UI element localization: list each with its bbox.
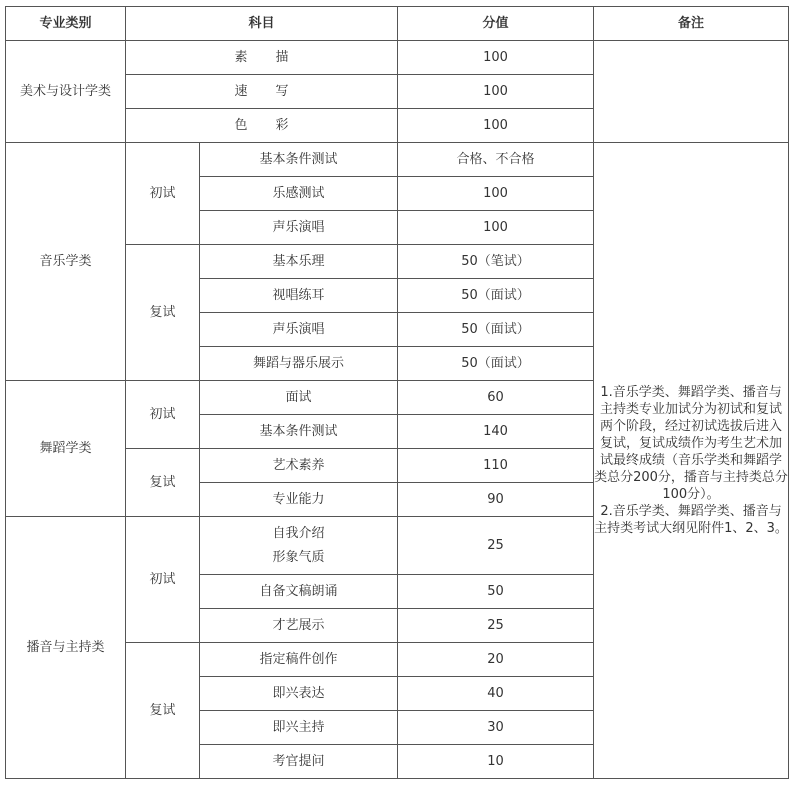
score-cell: 30 [398, 711, 594, 745]
header-score: 分值 [398, 7, 594, 41]
score-cell: 60 [398, 381, 594, 415]
score-cell: 40 [398, 677, 594, 711]
score-cell: 100 [398, 75, 594, 109]
table-row [6, 41, 789, 75]
remark-note-cell [594, 143, 789, 779]
subject-cell: 艺术素养 [200, 449, 398, 483]
subject-cell: 乐感测试 [200, 177, 398, 211]
score-cell: 合格、不合格 [398, 143, 594, 177]
score-cell: 100 [398, 177, 594, 211]
subject-cell: 基本条件测试 [200, 415, 398, 449]
score-cell: 20 [398, 643, 594, 677]
subject-cell: 基本乐理 [200, 245, 398, 279]
subject-cell: 面试 [200, 381, 398, 415]
remark-empty-cell [594, 41, 789, 143]
stage-cell: 初试 [126, 381, 200, 449]
score-cell: 50（面试） [398, 279, 594, 313]
stage-cell: 复试 [126, 449, 200, 517]
stage-cell: 复试 [126, 245, 200, 381]
score-cell: 25 [398, 609, 594, 643]
subject-cell: 即兴表达 [200, 677, 398, 711]
score-cell: 50（笔试） [398, 245, 594, 279]
score-cell: 90 [398, 483, 594, 517]
subject-cell: 基本条件测试 [200, 143, 398, 177]
category-broadcast: 播音与主持类 [6, 517, 126, 779]
header-category: 专业类别 [6, 7, 126, 41]
score-cell: 140 [398, 415, 594, 449]
header-row [6, 7, 789, 41]
score-cell: 100 [398, 41, 594, 75]
category-art: 美术与设计学类 [6, 41, 126, 143]
score-cell: 50（面试） [398, 313, 594, 347]
subject-cell: 自我介绍 形象气质 [200, 517, 398, 575]
stage-cell: 初试 [126, 517, 200, 643]
remark-note-2: 2.音乐学类、舞蹈学类、播音与主持类考试大纲见附件1、2、3。 [594, 504, 788, 536]
subject-cell: 自备文稿朗诵 [200, 575, 398, 609]
subject-cell: 视唱练耳 [200, 279, 398, 313]
subject-cell: 考官提问 [200, 745, 398, 779]
subject-cell: 色 彩 [126, 109, 398, 143]
subject-cell: 专业能力 [200, 483, 398, 517]
header-remark: 备注 [594, 7, 789, 41]
subject-cell: 声乐演唱 [200, 313, 398, 347]
stage-cell: 复试 [126, 643, 200, 779]
stage-cell: 初试 [126, 143, 200, 245]
score-cell: 10 [398, 745, 594, 779]
subject-cell: 才艺展示 [200, 609, 398, 643]
header-subject: 科目 [126, 7, 398, 41]
score-cell: 100 [398, 109, 594, 143]
category-dance: 舞蹈学类 [6, 381, 126, 517]
subject-cell: 指定稿件创作 [200, 643, 398, 677]
subject-cell: 素 描 [126, 41, 398, 75]
table-row [6, 143, 789, 177]
exam-subjects-table [5, 6, 789, 779]
score-cell: 100 [398, 211, 594, 245]
remark-note-1: 1.音乐学类、舞蹈学类、播音与主持类专业加试分为初试和复试两个阶段，经过初试选拔后进入复试，复试成绩作为考生艺术加试最终成绩（音乐学类和舞蹈学类总分200分，播音与主持类总分100分）。 [594, 385, 788, 502]
subject-cell: 舞蹈与器乐展示 [200, 347, 398, 381]
category-music: 音乐学类 [6, 143, 126, 381]
subject-cell: 速 写 [126, 75, 398, 109]
subject-cell: 声乐演唱 [200, 211, 398, 245]
score-cell: 50 [398, 575, 594, 609]
score-cell: 25 [398, 517, 594, 575]
score-cell: 50（面试） [398, 347, 594, 381]
subject-cell: 即兴主持 [200, 711, 398, 745]
score-cell: 110 [398, 449, 594, 483]
